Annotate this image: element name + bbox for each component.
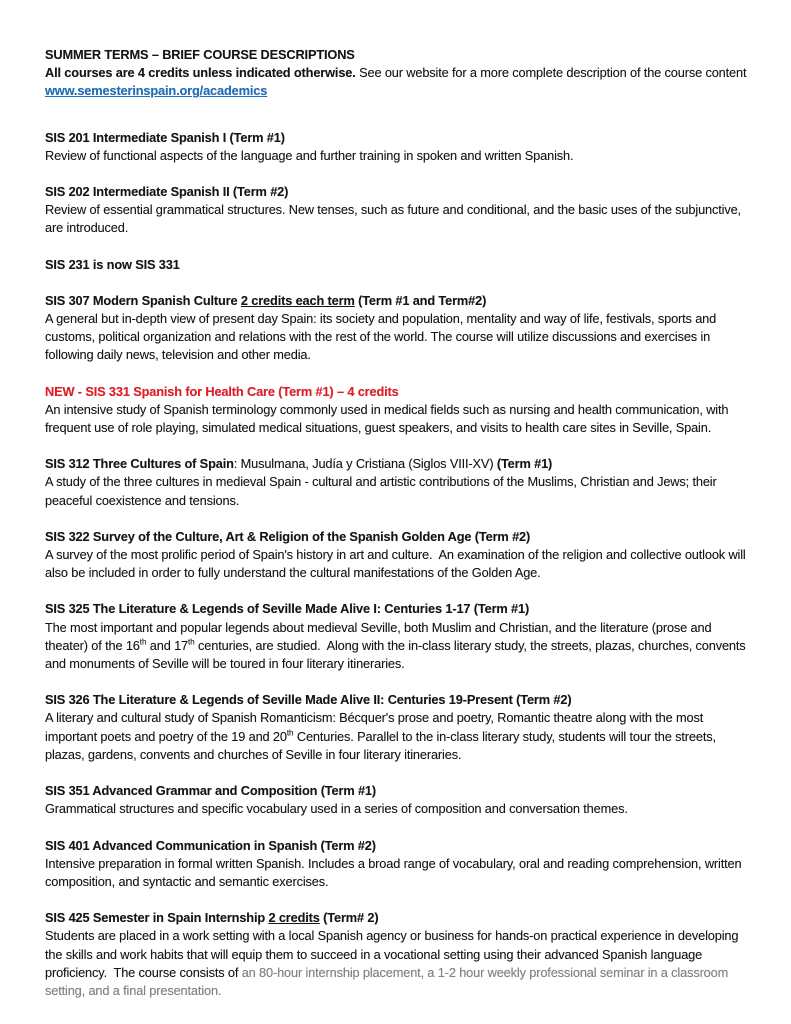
course-title-sis-231-note-seg-0: SIS 231 is now SIS 331 (45, 256, 180, 272)
course-desc-sis-307-seg-0: A general but in-depth view of present day Spain: its society and population, mentality and way of life, festivals, sports and customs, political organization and relations with the rest of the world. The course will utilize discussions and exercises in following daily news, television and other media. (45, 311, 717, 363)
course-desc-sis-326 (45, 709, 749, 764)
course-title-sis-425 (45, 909, 749, 927)
course-title-sis-351 (45, 782, 749, 800)
course-title-sis-307-seg-0: SIS 307 Modern Spanish Culture (45, 292, 241, 308)
course-desc-sis-325 (45, 619, 749, 674)
course-section-sis-351 (45, 782, 749, 818)
course-desc-sis-312 (45, 473, 749, 509)
academics-link[interactable]: www.semesterinspain.org/academics (45, 83, 268, 99)
course-desc-sis-325-seg-3: th (188, 637, 195, 647)
course-title-sis-326-seg-0: SIS 326 The Literature & Legends of Seville Made Alive II: Centuries 19-Present (Term #2) (45, 692, 572, 708)
course-title-sis-322 (45, 528, 749, 546)
course-desc-sis-202-seg-0: Review of essential grammatical structures. New tenses, such as future and conditional, and the basic uses of the subjunctive, are introduced. (45, 202, 741, 236)
course-section-sis-425 (45, 909, 749, 1000)
course-section-sis-401 (45, 837, 749, 892)
course-section-sis-202 (45, 183, 749, 238)
course-title-sis-312 (45, 455, 749, 473)
course-title-sis-326 (45, 691, 749, 709)
course-title-sis-307-seg-1: 2 credits each term (240, 292, 355, 308)
course-desc-sis-201-seg-0: Review of functional aspects of the language and further training in spoken and written Spanish. (45, 147, 574, 163)
course-desc-sis-325-seg-0: The most important and popular legends about medieval Seville, both Muslim and Christian, and the literature (prose and theater) of the 16 (45, 619, 712, 653)
course-desc-sis-425-seg-0: Students are placed in a work setting with a local Spanish agency or business for hands-on practical experience in developing the skills and work habits that will equip them to succeed in a vocational setting using their advanced Spanish language proficiency. The course consists of (45, 928, 739, 980)
course-desc-sis-326-seg-0: A literary and cultural study of Spanish Romanticism: Bécquer's prose and poetry, Romantic theatre along with the most important poets and poetry of the 19 and 20 (45, 710, 704, 744)
course-title-sis-325-seg-0: SIS 325 The Literature & Legends of Seville Made Alive I: Centuries 1-17 (Term #1) (45, 601, 530, 617)
course-desc-sis-201 (45, 147, 749, 165)
course-title-sis-202-seg-0: SIS 202 Intermediate Spanish II (Term #2) (45, 184, 289, 200)
course-section-sis-322 (45, 528, 749, 583)
course-section-sis-307 (45, 292, 749, 365)
course-title-sis-425-seg-2: (Term# 2) (319, 910, 379, 926)
course-title-sis-312-seg-0: SIS 312 Three Cultures of Spain (45, 456, 234, 472)
intro-seg-0: All courses are 4 credits unless indicated otherwise. (45, 65, 356, 81)
course-desc-sis-425 (45, 927, 749, 1000)
course-desc-sis-401-seg-0: Intensive preparation in formal written Spanish. Includes a broad range of vocabulary, oral and reading comprehension, written composition, and syntactic and semantic exercises. (45, 855, 742, 889)
course-section-sis-325 (45, 600, 749, 673)
course-desc-sis-401 (45, 855, 749, 891)
course-section-sis-231-note (45, 256, 749, 274)
course-desc-sis-326-seg-2: Centuries. Parallel to the in-class literary study, students will tour the streets, plazas, gardens, convents and churches of Seville in four literary itineraries. (45, 728, 716, 762)
course-title-sis-325 (45, 600, 749, 618)
document-title: SUMMER TERMS – BRIEF COURSE DESCRIPTIONS (45, 47, 355, 62)
course-title-sis-425-seg-1: 2 credits (268, 910, 320, 926)
course-desc-sis-331-new (45, 401, 749, 437)
course-desc-sis-312-seg-0: A study of the three cultures in medieval Spain - cultural and artistic contributions of the Muslims, Christian and Jews; their peaceful coexistence and tensions. (45, 474, 717, 508)
course-title-sis-331-new-seg-0: NEW - SIS 331 Spanish for Health Care (Term #1) – 4 credits (45, 383, 399, 399)
course-title-sis-201 (45, 129, 749, 147)
course-desc-sis-326-seg-1: th (286, 728, 294, 738)
course-desc-sis-325-seg-1: th (139, 637, 147, 647)
course-title-sis-351-seg-0: SIS 351 Advanced Grammar and Composition (Term #1) (45, 783, 376, 799)
course-title-sis-201-seg-0: SIS 201 Intermediate Spanish I (Term #1) (45, 129, 285, 145)
course-title-sis-312-seg-2: (Term #1) (496, 456, 553, 472)
course-desc-sis-331-new-seg-0: An intensive study of Spanish terminology commonly used in medical fields such as nursing and health communication, with frequent use of role playing, simulated medical situations, guest speakers, and visits to health care sites in Seville, Spain. (45, 401, 729, 436)
course-title-sis-312-seg-1: : Musulmana, Judía y Cristiana (Siglos VIII-XV) (233, 456, 497, 472)
course-desc-sis-202 (45, 201, 749, 237)
course-title-sis-401 (45, 837, 749, 855)
intro-paragraph (45, 64, 749, 100)
course-title-sis-425-seg-0: SIS 425 Semester in Spain Internship (45, 910, 269, 926)
course-section-sis-312 (45, 455, 749, 510)
course-desc-sis-307 (45, 310, 749, 365)
course-desc-sis-322 (45, 546, 749, 582)
course-desc-sis-325-seg-4: centuries, are studied. Along with the in-class literary study, the streets, plazas, churches, convents and monuments of Seville will be toured in four literary itineraries. (45, 637, 746, 672)
course-title-sis-331-new (45, 383, 749, 401)
course-desc-sis-322-seg-0: A survey of the most prolific period of Spain's history in art and culture. An examination of the religion and collective outlook will also be included in order to fully understand the cultural manifestations of the Golden Age. (45, 547, 746, 581)
course-section-sis-331-new (45, 383, 749, 438)
intro-seg-1: See our website for a more complete description of the course content (355, 65, 747, 81)
course-section-sis-326 (45, 691, 749, 764)
course-title-sis-231-note (45, 256, 749, 274)
course-desc-sis-351-seg-0: Grammatical structures and specific vocabulary used in a series of composition and conversation themes. (45, 801, 628, 817)
course-desc-sis-425-seg-1: an 80-hour internship placement, a 1-2 hour weekly professional seminar in a classroom setting, and a final presentation. (45, 964, 729, 998)
course-sections (45, 129, 749, 1001)
course-section-sis-201 (45, 129, 749, 165)
course-desc-sis-325-seg-2: and 17 (146, 637, 189, 653)
course-desc-sis-351 (45, 800, 749, 818)
course-title-sis-307-seg-2: (Term #1 and Term#2) (354, 292, 487, 308)
course-title-sis-401-seg-0: SIS 401 Advanced Communication in Spanish (Term #2) (45, 837, 376, 853)
course-title-sis-307 (45, 292, 749, 310)
course-title-sis-322-seg-0: SIS 322 Survey of the Culture, Art & Religion of the Spanish Golden Age (Term #2) (45, 528, 531, 544)
course-title-sis-202 (45, 183, 749, 201)
